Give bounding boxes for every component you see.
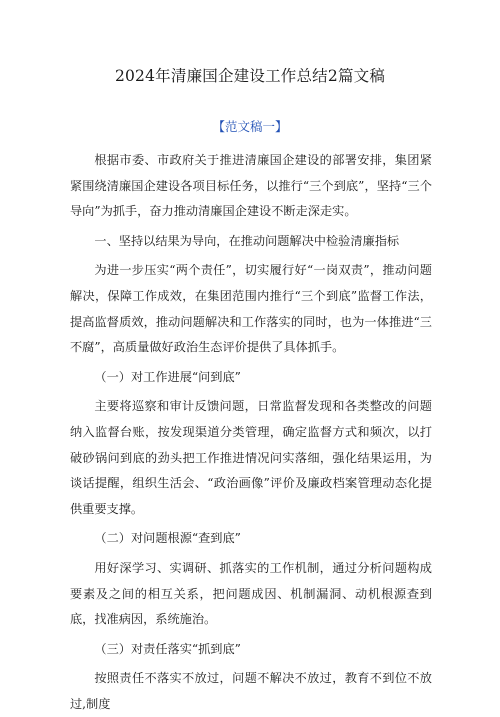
document-subtitle: 【范文稿一】 (212, 119, 288, 134)
section-heading: （二）对问题根源“查到底” (94, 531, 241, 546)
section-heading: （三）对责任落实“抓到底” (94, 641, 241, 656)
section-heading: （一）对工作进展“问到底” (94, 369, 241, 384)
section-heading: 一、坚持以结果为导向，在推动问题解决中检验清廉指标 (94, 233, 400, 248)
paragraph: 为进一步压实“两个责任”，切实履行好“一岗双责”，推动问题解决，保障工作成效，在集团范围内推行“三个到底”监督工作法，提高监督质效，推动问题解决和工作落实的同时，也为一体推进“三不腐”，高质量做好政治生态评价提供了具体抓手。 (70, 263, 432, 355)
paragraph: 根据市委、市政府关于推进清廉国企建设的部署安排，集团紧紧围绕清廉国企建设各项目标任务，以推行“三个到底”，坚持“三个导向”为抓手，奋力推动清廉国企建设不断走深走实。 (70, 153, 432, 219)
paragraph: 主要将巡察和审计反馈问题，日常监督发现和各类整改的问题纳入监督台账，按发现渠道分类管理，确定监督方式和频次，以打破砂锅问到底的劲头把工作推进情况问实落细，强化结果运用，为谈话提醒，组织生活会、“政治画像”评价及廉政档案管理动态化提供重要支撑。 (70, 399, 432, 516)
paragraph: 用好深学习、实调研、抓落实的工作机制，通过分析问题构成要素及之间的相互关系，把问题成因、机制漏洞、动机根源查到底，找准病因，系统施治。 (70, 560, 432, 627)
document-body (70, 148, 432, 717)
document-title: 2024年清廉国企建设工作总结2篇文稿 (114, 67, 386, 85)
paragraph: 按照责任不落实不放过，问题不解决不放过，教育不到位不放过,制度 (70, 671, 432, 711)
